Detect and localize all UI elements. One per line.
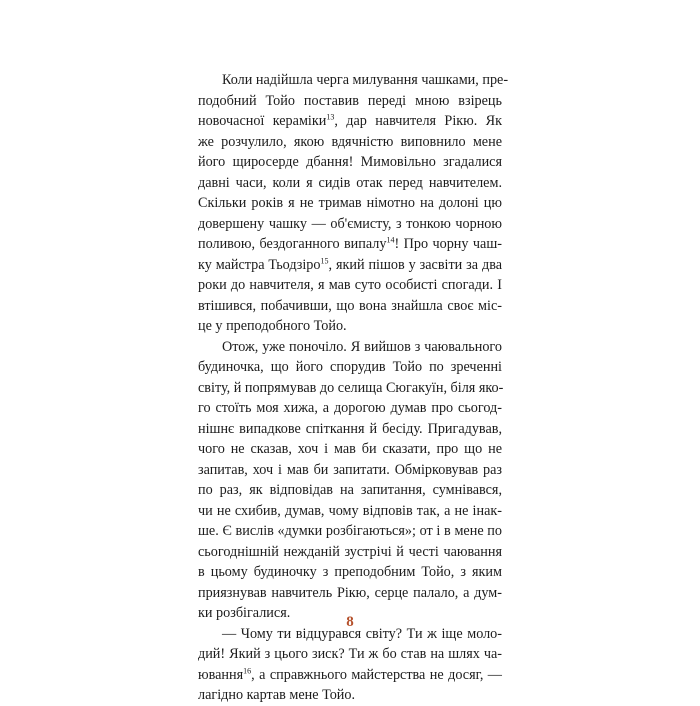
footnote-ref: 13 — [326, 112, 335, 122]
text-line: втішився, побачивши, що вона знайшла своє міс- — [198, 297, 502, 314]
text-line: довершену чашку — об'ємисту, з тонкою чорною — [198, 215, 502, 232]
text-line: будиночка, що його спорудив Тойо по зреченні — [198, 359, 502, 375]
body-text — [198, 70, 509, 706]
text-line: подобний Тойо поставив переді мною взірець — [198, 92, 502, 109]
text-line: запитав, хоч і мав би запитати. Обмірковував раз — [198, 461, 502, 478]
text-line: ки розбігалися. — [198, 605, 291, 621]
text-line: це у преподобного Тойо. — [198, 318, 347, 334]
text-line: сьогоднішній нежданій зустрічі й честі чаювання — [198, 543, 502, 560]
text-line: новочасної кераміки$^{13}$, дар навчителя Рікю. Як — [198, 112, 502, 129]
text-line: ше. Є вислів «думки розбігаються»; от і в мене по — [198, 523, 502, 539]
text-line: чи не схибив, думав, чому відповів так, а не інак- — [198, 502, 502, 519]
text-line: Скільки років я не тримав німотно на долоні цю — [198, 195, 502, 211]
text-line: го стоїть моя хижа, а дорогою думав про сьогод- — [198, 400, 502, 416]
text-line: лагідно картав мене Тойо. — [198, 687, 356, 703]
text-line: чого не сказав, хоч і мав би сказати, про що не — [198, 441, 502, 457]
text-line: його щиросерде дбання! Мимовільно згадалися — [198, 154, 502, 170]
page-number: 8 — [346, 614, 354, 630]
footnote-ref: 15 — [320, 255, 329, 265]
text-line: Коли надійшла черга милування чашками, пре- — [222, 72, 509, 88]
text-line: давні часи, коли я сидів отак перед навчителем. — [198, 174, 502, 191]
text-line: поливою, бездоганного випалу$^{14}$! Про чорну чаш- — [198, 235, 503, 252]
text-line: дий! Який з цього зиск? Ти ж бо став на шлях ча- — [198, 646, 502, 662]
footnote-ref: 14 — [386, 235, 395, 245]
text-line: в цьому будиночку з преподобним Тойо, з яким — [198, 564, 502, 580]
text-line: світу, й попрямував до селища Сюгакуїн, біля яко- — [198, 379, 504, 396]
text-line: нішнє випадкове спіткання й бесіду. Пригадував, — [198, 420, 502, 437]
text-line: Отож, уже поночіло. Я вийшов з чаювального — [222, 338, 502, 355]
text-line: ювання$^{16}$, а справжнього майстерства не досяг, — — [198, 665, 502, 683]
text-line: ку майстра Тьодзіро$^{15}$, який пішов у засвіти за два — [198, 255, 503, 273]
footnote-ref: 16 — [243, 665, 252, 675]
text-line: же розчулило, якою вдячністю виповнило мене — [198, 133, 502, 150]
text-line: приязнував навчитель Рікю, серце палало, а дум- — [198, 584, 502, 601]
text-line: по раз, як відповідав на запитання, сумнівався, — [198, 482, 502, 498]
text-line: — Чому ти відцурався світу? Ти ж іще моло- — [222, 625, 502, 642]
text-line: роки до навчителя, я мав суто особисті спогади. І — [198, 277, 502, 293]
